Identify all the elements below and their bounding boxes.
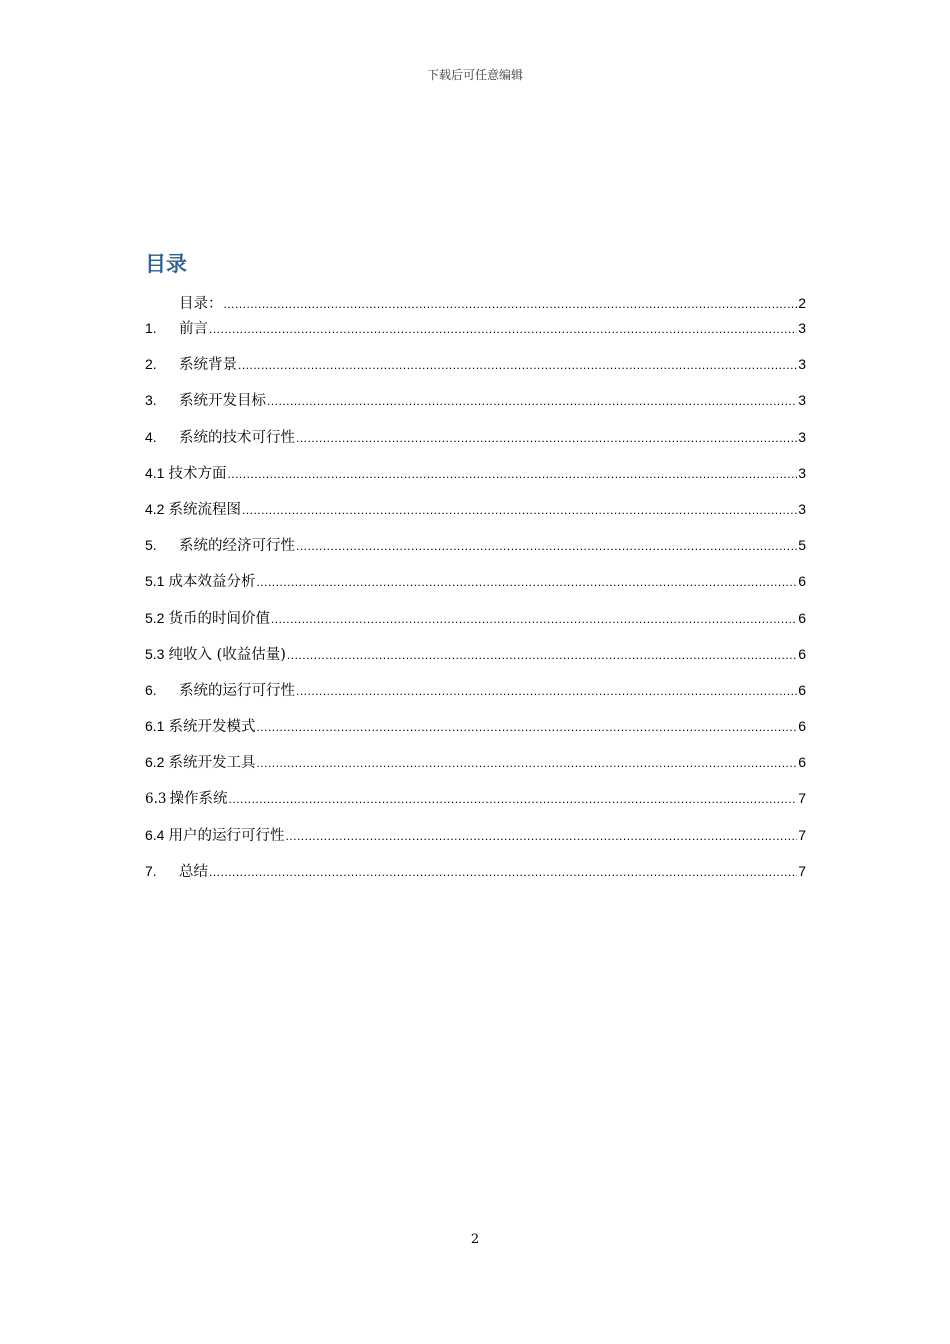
toc-entry-page: 2 (798, 295, 806, 311)
toc-entry-title: 纯收入 (收益估量) (168, 646, 286, 663)
toc-leader-dots (209, 865, 797, 879)
toc-leader-dots (224, 297, 798, 311)
toc-entry-title: 操作系统 (169, 791, 228, 808)
toc-entry-5-3[interactable] (145, 643, 806, 679)
toc-entry-6[interactable] (145, 679, 806, 715)
toc-entry-title: 成本效益分析 (168, 574, 256, 591)
toc-leader-dots (256, 575, 797, 589)
toc-leader-dots (287, 648, 797, 662)
toc-heading: 目录 (145, 252, 187, 276)
toc-entry-2[interactable] (145, 353, 806, 389)
toc-entry-title: 技术方面 (168, 465, 227, 482)
toc-leader-dots (228, 792, 797, 806)
toc-entry-title: 目录： (179, 296, 223, 312)
toc-entry-number: 4. (145, 428, 157, 445)
toc-entry-number: 4.1 (145, 464, 165, 481)
toc-leader-dots (285, 829, 797, 843)
toc-entry-page: 3 (798, 500, 806, 517)
toc-leader-dots (296, 431, 797, 445)
toc-entry-title: 系统的技术可行性 (179, 429, 295, 446)
toc-entry-5[interactable] (145, 534, 806, 570)
toc-entry-page: 3 (798, 428, 806, 445)
page-number: 2 (470, 1232, 480, 1247)
toc-leader-dots (209, 322, 797, 336)
toc-entry-title: 总结 (179, 863, 208, 880)
toc-entry-4-1[interactable] (145, 462, 806, 498)
toc-entry-3[interactable] (145, 389, 806, 425)
toc-entry-1[interactable] (145, 317, 806, 353)
toc-entry-number: 1. (145, 320, 157, 336)
toc-entry-page: 6 (798, 645, 806, 662)
toc-entry-5-2[interactable] (145, 607, 806, 643)
toc-entry-number: 6. (145, 681, 157, 698)
toc-entry-6-2[interactable] (145, 751, 806, 787)
toc-entry-number: 7. (145, 862, 157, 879)
toc-entry-page: 7 (798, 826, 806, 843)
toc-leader-dots (242, 503, 797, 517)
toc-entry-page: 6 (798, 609, 806, 626)
toc-entry-number: 6.3 (145, 791, 167, 808)
toc-entry-page: 6 (798, 754, 806, 771)
toc-entry-title: 系统背景 (179, 357, 237, 374)
toc-entry-page: 6 (798, 718, 806, 735)
toc-leader-dots (238, 358, 797, 372)
toc-entry-6-4[interactable] (145, 824, 806, 860)
toc-entry-page: 6 (798, 573, 806, 590)
toc-entry-number: 5.1 (145, 573, 165, 590)
toc-entry-page: 7 (798, 862, 806, 879)
toc-leader-dots (267, 394, 797, 408)
toc-leader-dots (271, 612, 797, 626)
toc-entry-number: 5. (145, 537, 157, 554)
toc-entry-title: 系统流程图 (168, 501, 241, 518)
toc-entry-title: 系统的运行可行性 (179, 682, 295, 699)
toc-entry-4-2[interactable] (145, 498, 806, 534)
toc-entry-page: 6 (798, 681, 806, 698)
toc-entry-page: 3 (798, 356, 806, 373)
toc-leader-dots (296, 539, 797, 553)
toc-entry-title: 系统开发模式 (168, 719, 256, 736)
toc-entry-page: 5 (798, 537, 806, 554)
toc-entry-6-3[interactable] (145, 787, 806, 823)
toc-entry-6-1[interactable] (145, 715, 806, 751)
toc-entry-title: 系统的经济可行性 (179, 538, 295, 555)
toc-entry-5-1[interactable] (145, 570, 806, 606)
toc-entry-4[interactable] (145, 426, 806, 462)
toc-entry-title: 用户的运行可行性 (168, 827, 285, 844)
toc-entry-page: 7 (798, 790, 806, 807)
toc-entry-title: 前言 (179, 321, 208, 337)
toc-entry-title: 系统开发目标 (179, 393, 266, 410)
toc-entry-number: 2. (145, 356, 157, 373)
toc-leader-dots (296, 684, 797, 698)
toc-entry-number: 5.2 (145, 609, 165, 626)
toc-entry-title: 系统开发工具 (168, 755, 256, 772)
toc-leader-dots (256, 756, 797, 770)
toc-entry-page: 3 (798, 464, 806, 481)
toc-leader-dots (227, 467, 797, 481)
toc-entry-title: 货币的时间价值 (168, 610, 270, 627)
header-note: 下载后可任意编辑 (426, 68, 523, 82)
toc-entry-number: 5.3 (145, 645, 165, 662)
toc-entry-page: 3 (798, 392, 806, 409)
toc-leader-dots (256, 720, 797, 734)
toc-entry-number: 6.2 (145, 754, 165, 771)
toc-entry-page: 3 (798, 320, 806, 336)
toc-entry-number: 6.1 (145, 718, 165, 735)
toc-entry-7[interactable] (145, 860, 806, 896)
table-of-contents (145, 292, 806, 896)
toc-entry-number: 4.2 (145, 500, 165, 517)
toc-entry-number: 6.4 (145, 826, 165, 843)
toc-entry-contents[interactable] (145, 292, 806, 317)
toc-entry-number: 3. (145, 392, 157, 409)
